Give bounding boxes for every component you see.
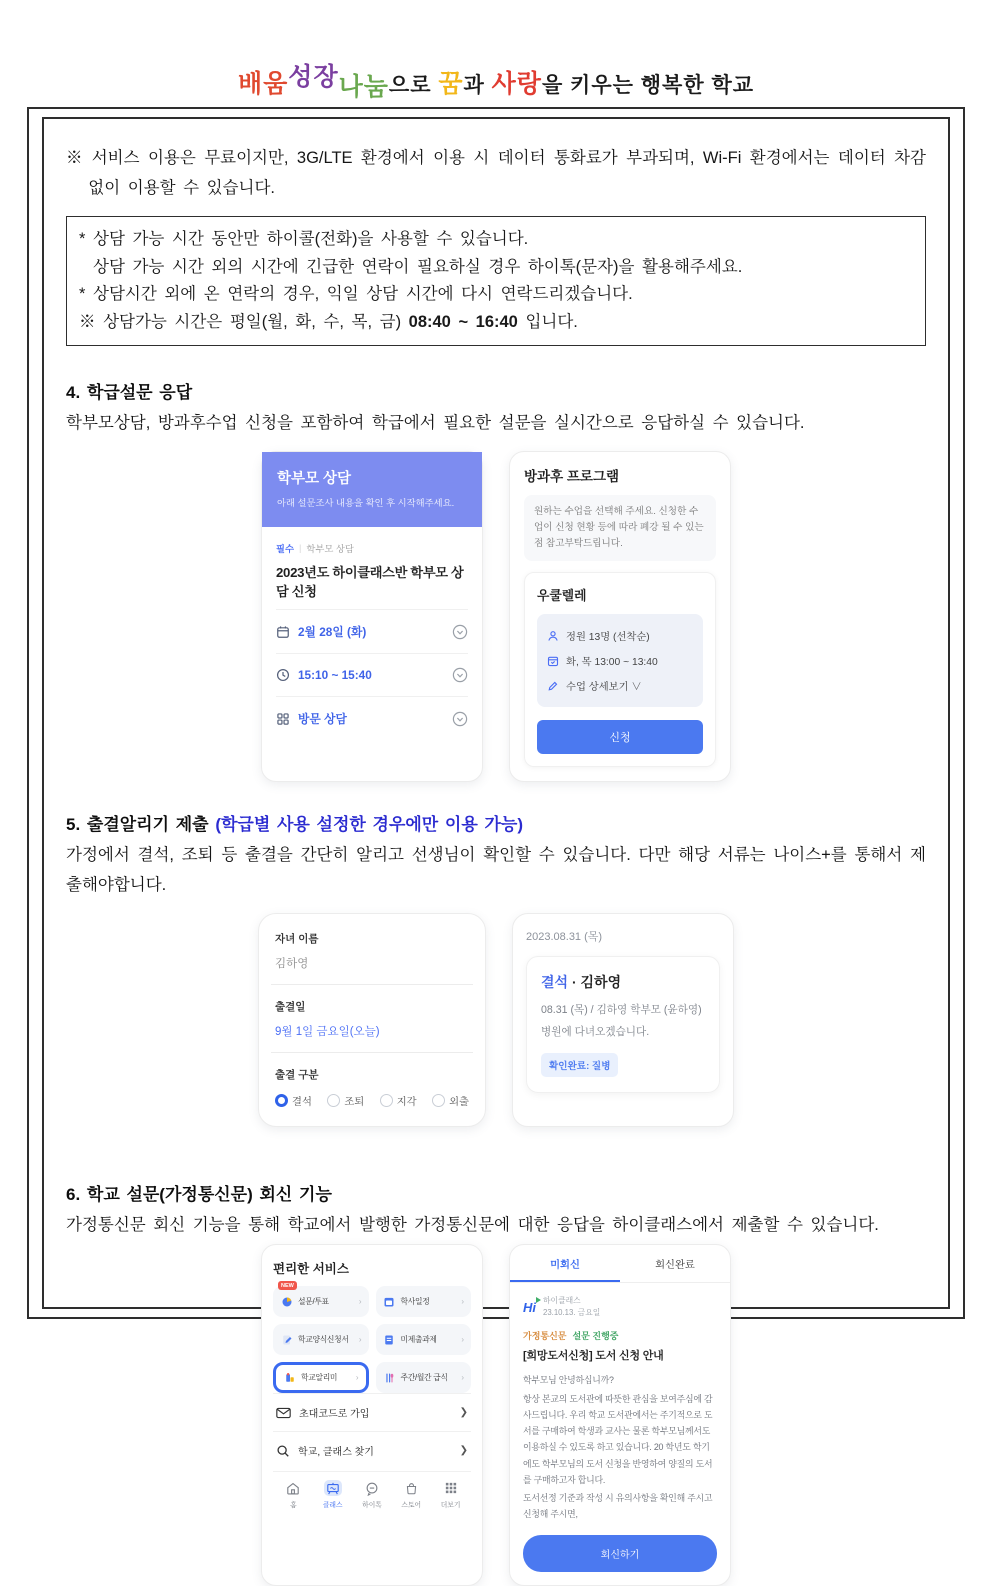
consult-line-2: 상담 가능 시간 외의 시간에 긴급한 연락이 필요하실 경우 하이톡(문자)을 활용해주세요.: [93, 257, 743, 276]
counseling-survey-screenshot: 학부모 상담 아래 설문조사 내용을 확인 후 시작해주세요. 필수 | 학부모 상담 2023년도 하이클래스반 학부모 상담 신청 2월 28일 (화) 15:10 ~ 15:40 방문 상담: [261, 451, 483, 782]
hiclass-logo: Hi: [523, 1300, 536, 1315]
attendance-type-label: 출결 구분: [275, 1069, 319, 1082]
counseling-card-header: [262, 452, 482, 527]
detail-toggle-row[interactable]: [547, 673, 693, 698]
chat-icon: [363, 1480, 381, 1496]
form-pencil-icon: [280, 1333, 293, 1346]
calendar-icon: [276, 625, 290, 639]
section4-body: 학부모상담, 방과후수업 신청을 포함하여 학급에서 필요한 설문을 실시간으로 응답하실 수 있습니다.: [66, 414, 805, 432]
clock-icon: [276, 668, 290, 682]
class-name: 우쿨렐레: [537, 588, 587, 604]
newsletter-date: 23.10.13. 금요일: [543, 1308, 601, 1318]
tile-school-alimi[interactable]: 학교알리미 ›: [273, 1362, 369, 1393]
consult-line-1: * 상담 가능 시간 동안만 하이콜(전화)을 사용할 수 있습니다.: [79, 230, 529, 248]
attendance-form-screenshot: [258, 913, 486, 1127]
attendance-date-value[interactable]: 9월 1일 금요일(오늘): [275, 1026, 380, 1039]
chevron-right-icon: ❯: [459, 1445, 468, 1457]
result-detail-1: 08.31 (목) / 김하영 학부모 (윤하영): [541, 1004, 702, 1017]
newsletter-body: 학부모님 안녕하십니까? 항상 본교의 도서관에 따뜻한 관심을 보여주심에 감사드립니다. 우리 학교 도서관에서는 주기적으로 도서를 구매하여 학생과 교사는 물론 학부모님께서도 이용하실 수 있도록 하고 있습니다. 20 학년도 학기에도 학부모님의 도서 신청을 반영하여 양질의 도서를 구매하고자 합니다. 도서선정 기준과 작성 시 유의사항을 확인해 주시고 신청해 주시면,: [523, 1375, 713, 1520]
calendar-check-icon: [547, 655, 559, 667]
building-icon: [283, 1371, 296, 1384]
schedule-row: [547, 648, 693, 673]
slogan-word-sarang: 사랑: [491, 70, 542, 98]
tab-store[interactable]: 스토어: [393, 1480, 430, 1509]
person-icon: [547, 630, 559, 642]
schedule-text: 화, 목 13:00 ~ 13:40: [566, 657, 658, 669]
method-select-row[interactable]: [276, 696, 468, 740]
more-grid-icon: [442, 1480, 460, 1496]
slogan-word-seongjang: 성장: [288, 63, 339, 91]
selected-method: 방문 상담: [298, 712, 347, 726]
result-detail-2: 병원에 다녀오겠습니다.: [541, 1025, 650, 1038]
meal-icon: [383, 1371, 396, 1384]
consult-line-4: ※ 상담가능 시간은 평일(월, 화, 수, 목, 금) 08:40 ~ 16:40 입니다.: [79, 312, 578, 331]
tile-school-form[interactable]: 학교양식신청서 ›: [273, 1324, 369, 1355]
calendar-icon: [383, 1295, 396, 1308]
capacity-row: [547, 623, 693, 648]
bag-icon: [402, 1480, 420, 1496]
join-invite-code-link[interactable]: 초대코드로 가입 ❯: [273, 1393, 471, 1431]
radio-early-leave[interactable]: 조퇴: [327, 1093, 364, 1108]
status-absent: 결석: [541, 974, 569, 991]
school-slogan: [0, 64, 992, 102]
chevron-right-icon: ›: [461, 1335, 464, 1345]
slogan-join1: 으로: [388, 74, 439, 97]
find-school-class-link[interactable]: 학교, 클래스 찾기 ❯: [273, 1431, 471, 1469]
tab-class[interactable]: 클래스: [314, 1480, 351, 1509]
survey-category: 학부모 상담: [306, 544, 354, 554]
radio-dot: [275, 1094, 288, 1107]
newsletter-tabs: [510, 1245, 730, 1283]
capacity-text: 정원 13명 (선착순): [566, 632, 650, 644]
service-fee-notice: ※ 서비스 이용은 무료이지만, 3G/LTE 환경에서 이용 시 데이터 통화료가 부과되며, Wi-Fi 환경에서는 데이터 차감 없이 이용할 수 있습니다.: [66, 149, 926, 197]
section5-heading-note: (학급별 사용 설정한 경우에만 이용 가능): [215, 815, 524, 835]
class-detail-link[interactable]: 수업 상세보기 ∨: [566, 682, 642, 694]
radio-absent[interactable]: 결석: [275, 1093, 312, 1108]
section5-heading: 5. 출결알리기 제출 (학급별 사용 설정한 경우에만 이용 가능): [66, 815, 524, 835]
chevron-right-icon: ›: [358, 1335, 362, 1345]
result-card: [526, 956, 720, 1093]
class-board-icon: [324, 1480, 342, 1496]
result-status-line: 결석 · 김하영: [541, 974, 622, 991]
newsletter-reply-screenshot: [509, 1244, 731, 1586]
tab-home[interactable]: 홈: [275, 1480, 312, 1509]
date-select-row[interactable]: [276, 609, 468, 653]
chevron-right-icon: ›: [461, 1297, 464, 1307]
consult-line-3: * 상담시간 외에 온 연락의 경우, 익일 상담 시간에 다시 연락드리겠습니다.: [79, 285, 633, 303]
section6-body: 가정통신문 회신 기능을 통해 학교에서 발행한 가정통신문에 대한 응답을 하이클래스에서 제출할 수 있습니다.: [66, 1216, 879, 1235]
afterschool-title: 방과후 프로그램: [524, 469, 620, 484]
search-icon: [276, 1444, 290, 1458]
tab-hitalk[interactable]: 하이톡: [354, 1480, 391, 1509]
section4-heading: 4. 학급설문 응답: [66, 383, 193, 402]
selected-time: 15:10 ~ 15:40: [298, 668, 372, 682]
slogan-word-kkum: 꿈: [438, 70, 464, 98]
apply-button[interactable]: 신청: [537, 720, 703, 754]
tag-survey-in-progress: 설문 진행중: [572, 1331, 619, 1342]
chevron-down-icon[interactable]: [452, 667, 468, 683]
attendance-type-options: [275, 1093, 469, 1112]
grid-icon: [276, 712, 290, 726]
chevron-right-icon: ›: [355, 1373, 359, 1383]
child-name-label: 자녀 이름: [275, 933, 319, 946]
services-title: 편리한 서비스: [273, 1262, 349, 1277]
logo-flag: [536, 1297, 541, 1303]
radio-dot: [380, 1094, 393, 1107]
tile-survey-vote[interactable]: NEW 설문/투표 ›: [273, 1286, 369, 1317]
newsletter-title: [희망도서신청] 도서 신청 안내: [523, 1350, 664, 1363]
section6-heading: 6. 학교 설문(가정통신문) 회신 기능: [66, 1185, 332, 1205]
pie-chart-icon: [280, 1295, 293, 1308]
selected-date: 2월 28일 (화): [298, 625, 367, 639]
section5-body: 가정에서 결석, 조퇴 등 출결을 간단히 알리고 선생님이 확인할 수 있습니다. 다만 해당 서류는 나이스+를 통해서 제출해야합니다.: [66, 846, 926, 895]
home-icon: [284, 1480, 302, 1496]
divider: [271, 984, 473, 985]
chevron-right-icon: ›: [461, 1373, 464, 1383]
tile-academic-calendar[interactable]: 학사일정 ›: [376, 1286, 472, 1317]
document-icon: [383, 1333, 396, 1346]
services-menu-screenshot: [261, 1244, 483, 1586]
counseling-subtitle: 아래 설문조사 내용을 확인 후 시작해주세요.: [277, 498, 455, 508]
time-select-row[interactable]: [276, 653, 468, 696]
afterschool-description: 원하는 수업을 선택해 주세요. 신청한 수업이 신청 현황 등에 따라 폐강 될 수 있는 점 참고부탁드립니다.: [524, 495, 716, 561]
slogan-word-nanum: 나눔: [338, 73, 389, 101]
document-frame-inner: [42, 117, 950, 1562]
required-badge: 필수: [276, 544, 294, 554]
divider: [271, 1052, 473, 1053]
new-badge: NEW: [278, 1281, 297, 1290]
radio-tardy[interactable]: 지각: [380, 1093, 417, 1108]
chevron-down-icon[interactable]: [452, 624, 468, 640]
afterschool-program-screenshot: [509, 451, 731, 782]
student-name: 김하영: [580, 974, 622, 991]
chevron-right-icon: ❯: [459, 1407, 468, 1419]
child-name-value: 김하영: [275, 958, 309, 971]
tab-replied[interactable]: 회신완료: [655, 1260, 695, 1272]
mail-icon: [276, 1407, 291, 1419]
slogan-join2: 과: [463, 74, 492, 97]
radio-dot: [327, 1094, 340, 1107]
newsletter-meta: [543, 1295, 600, 1319]
tile-unsubmitted-homework[interactable]: 미제출과제 ›: [376, 1324, 472, 1355]
result-date: 2023.08.31 (목): [526, 931, 603, 944]
survey-title: 2023년도 하이클래스반 학부모 상담 신청: [276, 565, 464, 599]
document-frame-outer: [27, 107, 965, 1562]
slogan-tail: 을 키우는 행복한 학교: [541, 74, 755, 97]
tile-meal-plan[interactable]: 주간/월간 급식 ›: [376, 1362, 472, 1393]
radio-outing[interactable]: 외출: [432, 1093, 469, 1108]
confirmed-badge: 확인완료: 질병: [541, 1053, 618, 1077]
tag-newsletter: 가정통신문: [523, 1331, 567, 1342]
chevron-right-icon: ›: [358, 1297, 362, 1307]
slogan-word-baeum: 배움: [237, 70, 289, 98]
tab-unreplied[interactable]: 미회신: [510, 1245, 620, 1282]
app-name: 하이클래스: [543, 1296, 581, 1306]
bottom-tab-bar: [273, 1471, 471, 1511]
radio-dot: [432, 1094, 445, 1107]
attendance-date-label: 출결일: [275, 1001, 306, 1014]
attendance-result-screenshot: [512, 913, 734, 1127]
class-card: [524, 572, 716, 767]
pencil-icon: [547, 680, 559, 692]
tab-more[interactable]: 더보기: [432, 1480, 469, 1509]
reply-button[interactable]: 회신하기: [523, 1535, 717, 1572]
counseling-title: 학부모 상담: [277, 471, 352, 487]
consult-hours-value: 08:40 ~ 16:40: [408, 312, 518, 331]
chevron-down-icon[interactable]: [452, 711, 468, 727]
consult-hours-box: [66, 216, 926, 346]
